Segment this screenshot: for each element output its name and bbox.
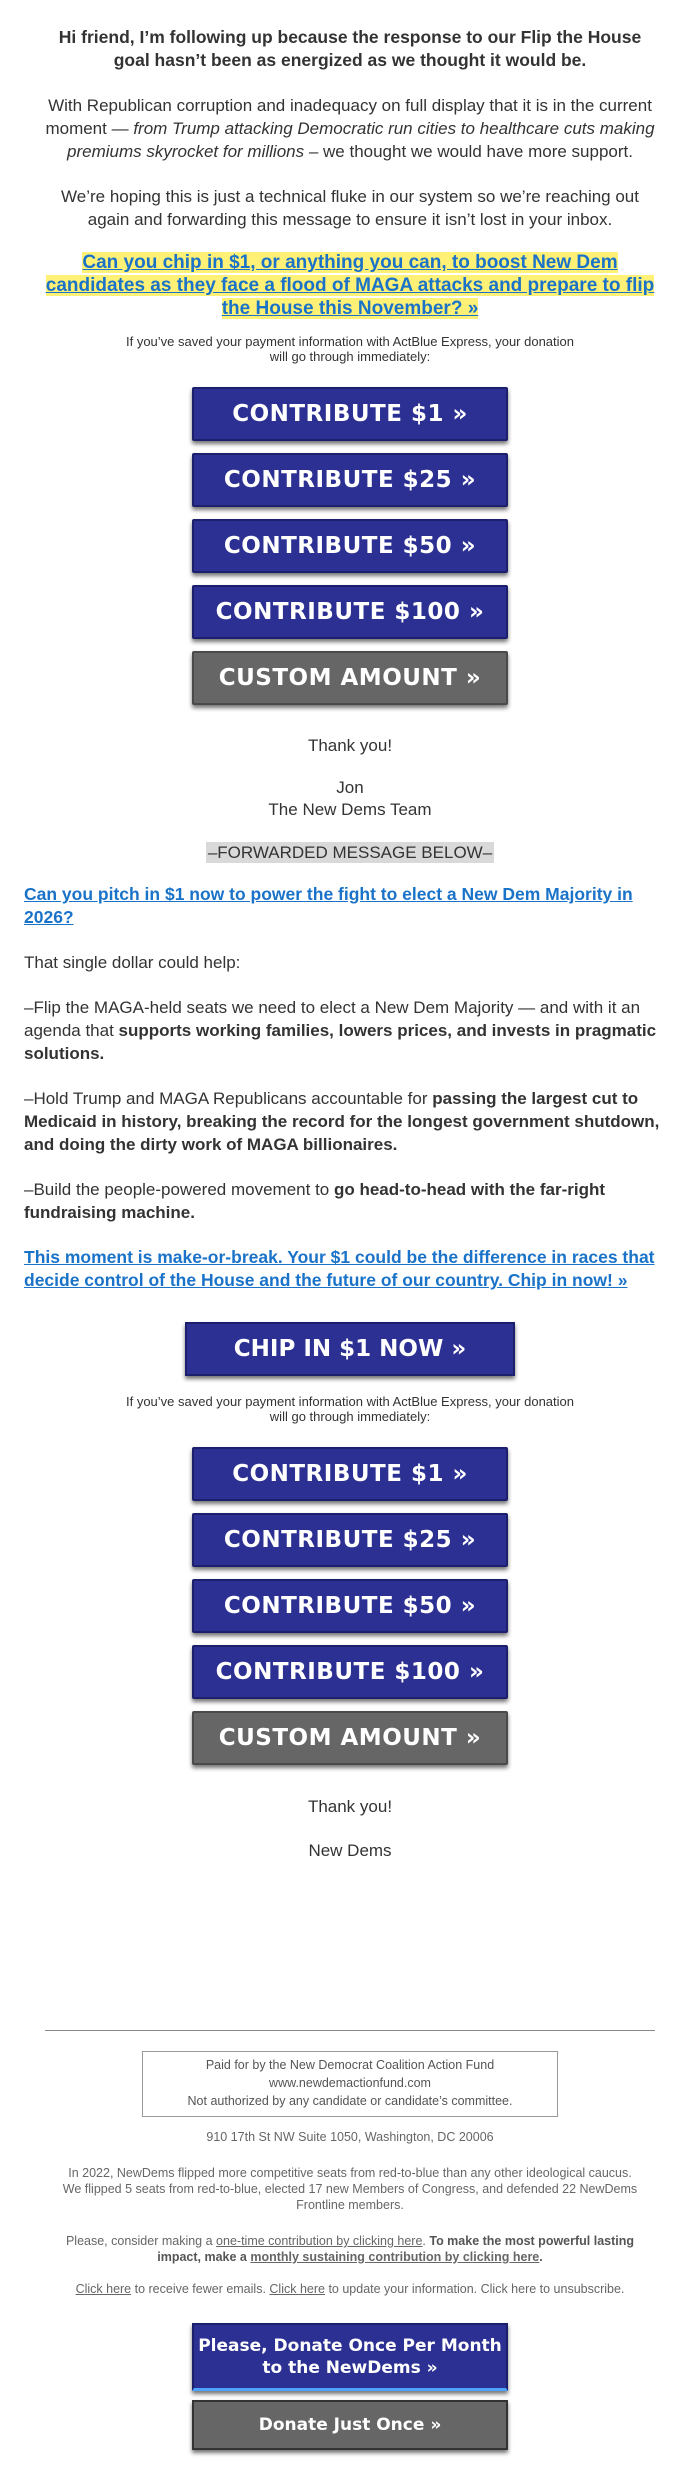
website-text: www.newdemactionfund.com bbox=[269, 2076, 431, 2090]
intro-cta-wrapper bbox=[36, 251, 664, 320]
express-note: If you’ve saved your payment information with ActBlue Express, your donation will go through immediately: bbox=[125, 334, 574, 364]
signoff-thanks: Thank you! bbox=[307, 736, 393, 755]
signoff2-name: New Dems bbox=[308, 1841, 392, 1860]
intro-paragraph-3: We’re hoping this is just a technical fluke in our system so we’re reaching out again and forwarding this message to ensure it isn’t lost in your inbox. bbox=[61, 187, 639, 229]
intro-paragraph-2: With Republican corruption and inadequacy on full display that it is in the current moment — from Trump attacking Democratic run cities to healthcare cuts making premiums skyrocket for millions – we thought we would have more support. bbox=[45, 96, 655, 161]
express-note-2: If you’ve saved your payment information with ActBlue Express, your donation will go through immediately: bbox=[125, 1394, 574, 1424]
contribute-50-button[interactable]: CONTRIBUTE $50 » bbox=[192, 519, 508, 573]
signoff-team: The New Dems Team bbox=[268, 800, 432, 819]
update-info-link[interactable]: Click here bbox=[269, 2282, 325, 2296]
one-time-contribution-link[interactable]: one-time contribution by clicking here bbox=[216, 2234, 423, 2248]
custom-amount-button-2[interactable]: CUSTOM AMOUNT » bbox=[192, 1711, 508, 1765]
monthly-contribution-link[interactable]: monthly sustaining contribution by clicking here bbox=[250, 2250, 540, 2264]
donate-once-button[interactable]: Donate Just Once » bbox=[192, 2400, 508, 2450]
chip-in-wrapper bbox=[0, 1322, 700, 1376]
monthly-donate-button[interactable]: Please, Donate Once Per Month to the NewDems » bbox=[192, 2323, 508, 2391]
footer-divider bbox=[45, 2030, 655, 2031]
forwarded-headline-link[interactable]: Can you pitch in $1 now to power the fight to elect a New Dem Majority in 2026? bbox=[24, 884, 633, 927]
contribute-50-button-2[interactable]: CONTRIBUTE $50 » bbox=[192, 1579, 508, 1633]
fewer-emails-link[interactable]: Click here bbox=[75, 2282, 132, 2296]
chip-in-button[interactable]: CHIP IN $1 NOW » bbox=[185, 1322, 515, 1376]
custom-amount-button[interactable]: CUSTOM AMOUNT » bbox=[192, 651, 508, 705]
intro-cta-link[interactable]: Can you chip in $1, or anything you can, to boost New Dem candidates as they face a flood of MAGA attacks and prepare to flip the House this November? » bbox=[45, 252, 655, 319]
intro-italic: from Trump attacking Democratic run cities to healthcare cuts making premiums skyrocket for millions bbox=[67, 119, 655, 161]
signoff2-thanks: Thank you! bbox=[307, 1797, 393, 1816]
footer-address: 910 17th St NW Suite 1050, Washington, DC 20006 bbox=[206, 2130, 494, 2144]
contribute-100-button-2[interactable]: CONTRIBUTE $100 » bbox=[192, 1645, 508, 1699]
paid-for-box: Paid for by the New Democrat Coalition Action Fund www.newdemactionfund.com Not authorized by any candidate or candidate’s committee. bbox=[142, 2051, 558, 2117]
donation-buttons-2 bbox=[0, 1447, 700, 1765]
intro-greeting: Hi friend, I’m following up because the response to our Flip the House goal hasn’t been as energized as we thought it would be. bbox=[58, 27, 642, 70]
footer-email-prefs: Click here to receive fewer emails. Click here to update your information. Click here to unsubscribe. bbox=[75, 2282, 625, 2296]
footer-buttons bbox=[0, 2323, 700, 2450]
bullet-flip-seats: –Flip the MAGA-held seats we need to elect a New Dem Majority — and with it an agenda that supports working families, lowers prices, and invests in pragmatic solutions. bbox=[24, 998, 657, 1063]
bullet-build-movement: –Build the people-powered movement to go head-to-head with the far-right fundraising machine. bbox=[24, 1180, 606, 1222]
contribute-1-button[interactable]: CONTRIBUTE $1 » bbox=[192, 387, 508, 441]
footer-about: In 2022, NewDems flipped more competitive seats from red-to-blue than any other ideological caucus. We flipped 5 seats from red-to-blue, elected 17 new Members of Congress, and defended 22 NewDems Frontline members. bbox=[62, 2166, 638, 2212]
footer-consider: Please, consider making a one-time contribution by clicking here. To make the most powerful lasting impact, make a monthly sustaining contribution by clicking here. bbox=[65, 2234, 635, 2264]
contribute-1-button-2[interactable]: CONTRIBUTE $1 » bbox=[192, 1447, 508, 1501]
donation-buttons-1 bbox=[0, 387, 700, 705]
forwarded-intro: That single dollar could help: bbox=[24, 953, 241, 972]
intro-section bbox=[0, 0, 700, 231]
forwarded-message bbox=[0, 883, 700, 1292]
bullet-hold-accountable: –Hold Trump and MAGA Republicans accountable for passing the largest cut to Medicaid in history, breaking the record for the longest government shutdown, and doing the dirty work of MAGA billionaires. bbox=[24, 1089, 660, 1154]
make-or-break-link[interactable]: This moment is make-or-break. Your $1 could be the difference in races that decide control of the House and the future of our country. Chip in now! » bbox=[24, 1247, 655, 1290]
contribute-25-button[interactable]: CONTRIBUTE $25 » bbox=[192, 453, 508, 507]
contribute-100-button[interactable]: CONTRIBUTE $100 » bbox=[192, 585, 508, 639]
signoff-name: Jon bbox=[336, 778, 364, 797]
forwarded-divider: –FORWARDED MESSAGE BELOW– bbox=[207, 843, 493, 862]
contribute-25-button-2[interactable]: CONTRIBUTE $25 » bbox=[192, 1513, 508, 1567]
